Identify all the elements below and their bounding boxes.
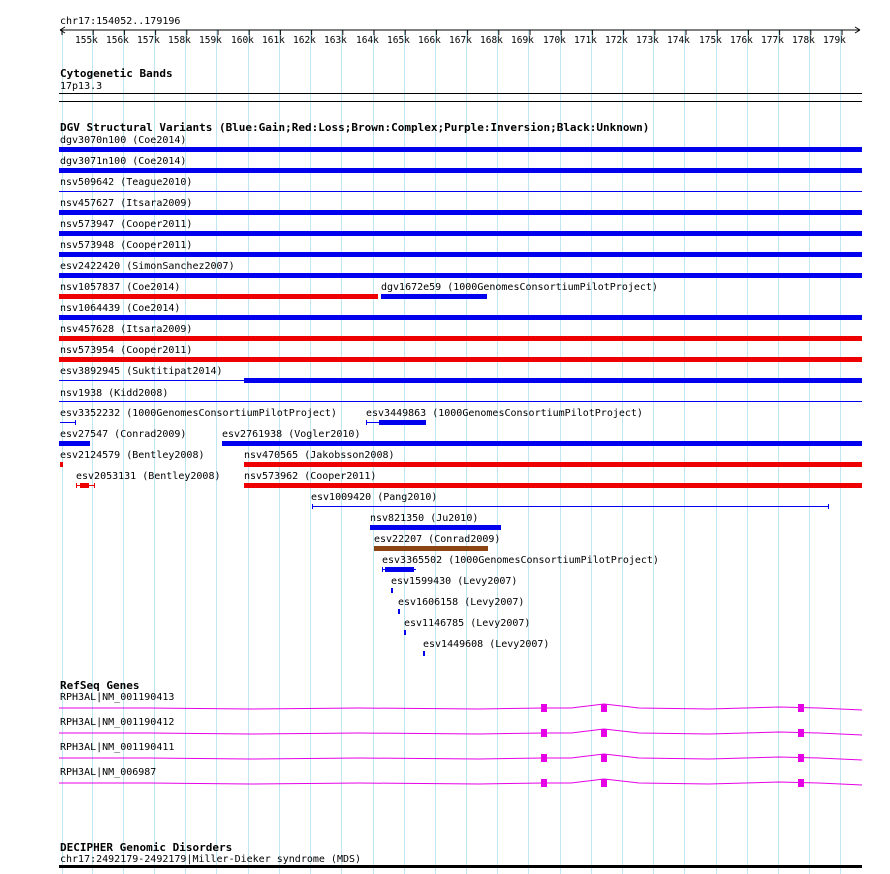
variant-bar[interactable] <box>59 401 862 402</box>
tick-label: 177k <box>761 35 784 46</box>
grid-line <box>466 30 467 874</box>
variant-bar[interactable] <box>59 191 862 192</box>
transcript-model[interactable] <box>59 700 863 718</box>
variant-bar[interactable] <box>244 462 862 467</box>
variant-label[interactable]: nsv821350 (Ju2010) <box>370 513 479 524</box>
variant-bar[interactable] <box>381 294 487 299</box>
cytoband-track-title[interactable]: Cytogenetic Bands <box>60 67 173 80</box>
variant-label[interactable]: esv1449608 (Levy2007) <box>423 639 550 650</box>
tick-label: 175k <box>699 35 722 46</box>
variant-bar-cap <box>94 483 95 488</box>
variant-label[interactable]: nsv1057837 (Coe2014) <box>60 282 181 293</box>
tick-label: 170k <box>543 35 566 46</box>
cytoband-bar-top <box>59 93 862 94</box>
variant-bar[interactable] <box>59 315 862 320</box>
grid-line <box>622 30 623 874</box>
variant-bar[interactable] <box>59 210 862 215</box>
transcript-label[interactable]: RPH3AL|NM_001190412 <box>60 717 175 728</box>
grid-line <box>747 30 748 874</box>
tick-label: 172k <box>605 35 628 46</box>
variant-bar[interactable] <box>60 462 63 467</box>
variant-label[interactable]: esv2761938 (Vogler2010) <box>222 429 361 440</box>
tick-label: 162k <box>293 35 316 46</box>
variant-bar[interactable] <box>404 630 406 635</box>
variant-label[interactable]: esv2053131 (Bentley2008) <box>76 471 221 482</box>
transcript-label[interactable]: RPH3AL|NM_001190411 <box>60 742 175 753</box>
variant-bar[interactable] <box>423 651 425 656</box>
variant-label[interactable]: nsv470565 (Jakobsson2008) <box>244 450 395 461</box>
tick-label: 160k <box>231 35 254 46</box>
variant-label[interactable]: nsv457628 (Itsara2009) <box>60 324 193 335</box>
variant-bar[interactable] <box>379 420 426 425</box>
grid-line <box>560 30 561 874</box>
variant-label[interactable]: nsv573954 (Cooper2011) <box>60 345 193 356</box>
variant-label[interactable]: esv3449863 (1000GenomesConsortiumPilotProject) <box>366 408 643 419</box>
variant-label[interactable]: esv2422420 (SimonSanchez2007) <box>60 261 235 272</box>
variant-bar[interactable] <box>59 441 90 446</box>
grid-line <box>653 30 654 874</box>
variant-bar[interactable] <box>59 336 862 341</box>
dgv-track-title[interactable]: DGV Structural Variants (Blue:Gain;Red:Loss;Brown:Complex;Purple:Inversion;Black:Unknown) <box>60 121 650 134</box>
grid-line <box>809 30 810 874</box>
refseq-track-title[interactable]: RefSeq Genes <box>60 679 140 692</box>
variant-bar[interactable] <box>312 506 829 507</box>
variant-bar[interactable] <box>385 567 414 572</box>
tick-label: 176k <box>730 35 753 46</box>
variant-bar-cap <box>75 420 76 425</box>
tick-label: 155k <box>75 35 98 46</box>
grid-line <box>435 30 436 874</box>
variant-bar[interactable] <box>59 231 862 236</box>
tick-label: 161k <box>262 35 285 46</box>
variant-label[interactable]: esv1146785 (Levy2007) <box>404 618 531 629</box>
variant-bar[interactable] <box>80 483 89 488</box>
variant-label[interactable]: esv22207 (Conrad2009) <box>374 534 501 545</box>
tick-label: 167k <box>449 35 472 46</box>
grid-line <box>591 30 592 874</box>
cytoband-label[interactable]: 17p13.3 <box>60 81 103 92</box>
locus-label: chr17:154052..179196 <box>60 16 181 27</box>
variant-bar[interactable] <box>374 546 488 551</box>
tick-label: 166k <box>418 35 441 46</box>
grid-line <box>716 30 717 874</box>
variant-bar[interactable] <box>59 273 862 278</box>
variant-bar[interactable] <box>370 525 501 530</box>
variant-bar-cap <box>828 504 829 509</box>
decipher-track-title[interactable]: DECIPHER Genomic Disorders <box>60 841 233 854</box>
tick-label: 173k <box>636 35 659 46</box>
tick-label: 159k <box>199 35 222 46</box>
transcript-label[interactable]: RPH3AL|NM_001190413 <box>60 692 175 703</box>
variant-label[interactable]: esv2124579 (Bentley2008) <box>60 450 205 461</box>
grid-line <box>684 30 685 874</box>
variant-label[interactable]: dgv3071n100 (Coe2014) <box>60 156 187 167</box>
variant-bar[interactable] <box>60 422 76 423</box>
variant-bar[interactable] <box>222 441 862 446</box>
transcript-label[interactable]: RPH3AL|NM_006987 <box>60 767 157 778</box>
tick-label: 157k <box>137 35 160 46</box>
tick-label: 165k <box>387 35 410 46</box>
tick-label: 158k <box>168 35 191 46</box>
tick-label: 168k <box>480 35 503 46</box>
tick-label: 156k <box>106 35 129 46</box>
variant-bar[interactable] <box>398 609 400 614</box>
tick-label: 179k <box>823 35 846 46</box>
decipher-bar[interactable] <box>59 865 862 868</box>
variant-bar[interactable] <box>59 168 862 173</box>
decipher-entry-label[interactable]: chr17:2492179-2492179|Miller-Dieker syndrome (MDS) <box>60 854 362 865</box>
variant-label[interactable]: esv1606158 (Levy2007) <box>398 597 525 608</box>
grid-line <box>528 30 529 874</box>
variant-label[interactable]: esv3365502 (1000GenomesConsortiumPilotProject) <box>382 555 659 566</box>
tick-label: 174k <box>667 35 690 46</box>
variant-bar-thin[interactable] <box>59 380 244 381</box>
variant-label[interactable]: esv1009420 (Pang2010) <box>311 492 438 503</box>
variant-bar[interactable] <box>244 378 862 383</box>
variant-bar[interactable] <box>59 294 378 299</box>
variant-bar-cap <box>76 483 77 488</box>
variant-bar[interactable] <box>59 357 862 362</box>
variant-label[interactable]: esv3352232 (1000GenomesConsortiumPilotProject) <box>60 408 337 419</box>
grid-line <box>840 30 841 874</box>
variant-label[interactable]: dgv3070n100 (Coe2014) <box>60 135 187 146</box>
variant-bar[interactable] <box>59 147 862 152</box>
transcript-model[interactable] <box>59 775 863 793</box>
tick-label: 163k <box>324 35 347 46</box>
variant-bar[interactable] <box>244 483 862 488</box>
transcript-model[interactable] <box>59 750 863 768</box>
variant-label[interactable]: nsv573948 (Cooper2011) <box>60 240 193 251</box>
grid-line <box>497 30 498 874</box>
tick-label: 169k <box>511 35 534 46</box>
variant-label[interactable]: esv1599430 (Levy2007) <box>391 576 518 587</box>
variant-label[interactable]: nsv509642 (Teague2010) <box>60 177 193 188</box>
variant-bar[interactable] <box>391 588 393 593</box>
variant-label[interactable]: nsv573947 (Cooper2011) <box>60 219 193 230</box>
variant-label[interactable]: nsv1938 (Kidd2008) <box>60 388 169 399</box>
grid-line <box>778 30 779 874</box>
cytoband-bar-bottom <box>59 101 862 102</box>
variant-label[interactable]: nsv1064439 (Coe2014) <box>60 303 181 314</box>
tick-label: 171k <box>574 35 597 46</box>
variant-label[interactable]: esv3892945 (Suktitipat2014) <box>60 366 223 377</box>
transcript-model[interactable] <box>59 725 863 743</box>
variant-bar-cap <box>312 504 313 509</box>
tick-label: 164k <box>356 35 379 46</box>
variant-bar[interactable] <box>59 252 862 257</box>
variant-label[interactable]: nsv457627 (Itsara2009) <box>60 198 193 209</box>
variant-label[interactable]: dgv1672e59 (1000GenomesConsortiumPilotProject) <box>381 282 658 293</box>
grid-line <box>216 30 217 874</box>
variant-label[interactable]: nsv573962 (Cooper2011) <box>244 471 377 482</box>
variant-bar-cap <box>382 567 383 572</box>
variant-bar[interactable] <box>366 422 380 423</box>
tick-label: 178k <box>792 35 815 46</box>
grid-line <box>404 30 405 874</box>
variant-label[interactable]: esv27547 (Conrad2009) <box>60 429 187 440</box>
